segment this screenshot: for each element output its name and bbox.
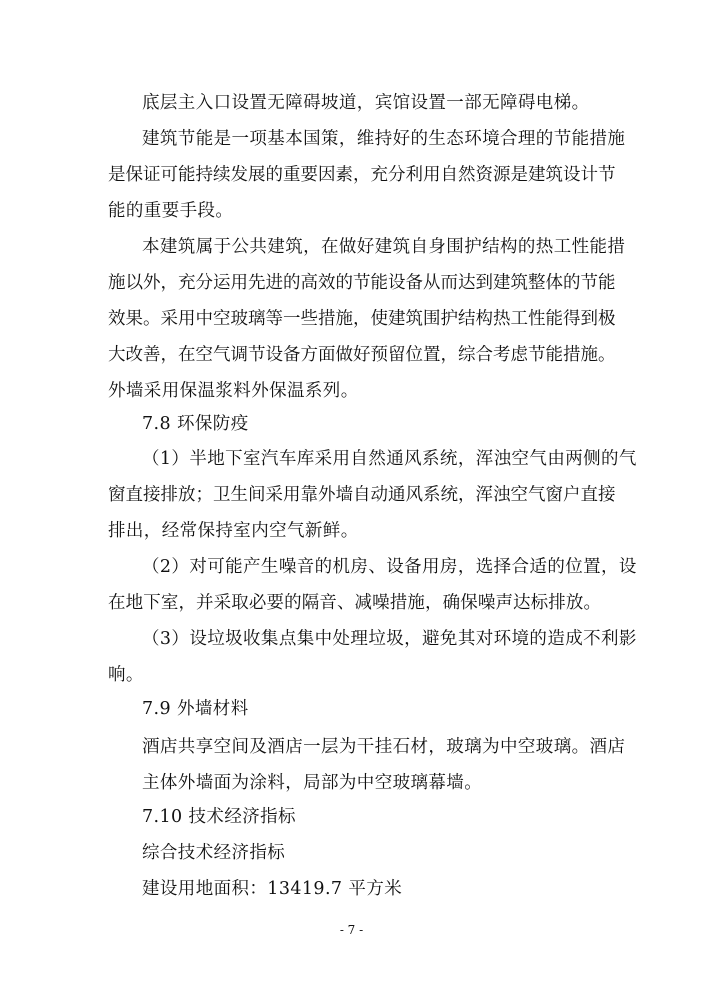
paragraph-materials-line-1: 酒店共享空间及酒店一层为干挂石材，玻璃为中空玻璃。酒店: [142, 737, 626, 757]
paragraph-indicators-title: 综合技术经济指标: [142, 843, 286, 863]
paragraph-noise-line-1: （2）对可能产生噪音的机房、设备用房，选择合适的位置，设: [142, 557, 637, 577]
paragraph-ventilation-line-1: （1）半地下室汽车库采用自然通风系统，浑浊空气由两侧的气: [142, 449, 637, 469]
page-number: - 7 -: [339, 923, 364, 937]
paragraph-land-area: 建设用地面积：13419.7 平方米: [142, 879, 403, 899]
paragraph-garbage-line-2: 响。: [108, 665, 144, 685]
section-heading-7-10: 7.10 技术经济指标: [142, 807, 296, 827]
paragraph-ventilation-line-2: 窗直接排放；卫生间采用靠外墙自动通风系统，浑浊空气窗户直接: [108, 485, 616, 505]
section-heading-7-8: 7.8 环保防疫: [142, 414, 249, 434]
paragraph-accessibility: 底层主入口设置无障碍坡道，宾馆设置一部无障碍电梯。: [142, 93, 590, 113]
paragraph-noise-line-2: 在地下室，并采取必要的隔音、减噪措施，确保噪声达标排放。: [108, 593, 601, 613]
paragraph-energy-line-1: 建筑节能是一项基本国策，维持好的生态环境合理的节能措施: [142, 129, 626, 149]
paragraph-building-line-1: 本建筑属于公共建筑，在做好建筑自身围护结构的热工性能措: [142, 237, 626, 257]
paragraph-garbage-line-1: （3）设垃圾收集点集中处理垃圾，避免其对环境的造成不利影: [142, 629, 637, 649]
section-heading-7-9: 7.9 外墙材料: [142, 699, 249, 719]
paragraph-building-line-3: 效果。采用中空玻璃等一些措施，使建筑围护结构热工性能得到极: [108, 309, 616, 329]
paragraph-building-line-2: 施以外，充分运用先进的高效的节能设备从而达到建筑整体的节能: [108, 273, 616, 293]
paragraph-energy-line-2: 是保证可能持续发展的重要因素，充分利用自然资源是建筑设计节: [108, 165, 616, 185]
paragraph-energy-line-3: 能的重要手段。: [108, 201, 234, 221]
paragraph-exterior-insulation: 外墙采用保温浆料外保温系列。: [108, 381, 359, 401]
paragraph-building-line-4: 大改善，在空气调节设备方面做好预留位置，综合考虑节能措施。: [108, 345, 616, 365]
paragraph-materials-line-2: 主体外墙面为涂料，局部为中空玻璃幕墙。: [142, 773, 483, 793]
paragraph-ventilation-line-3: 排出，经常保持室内空气新鲜。: [108, 521, 359, 541]
